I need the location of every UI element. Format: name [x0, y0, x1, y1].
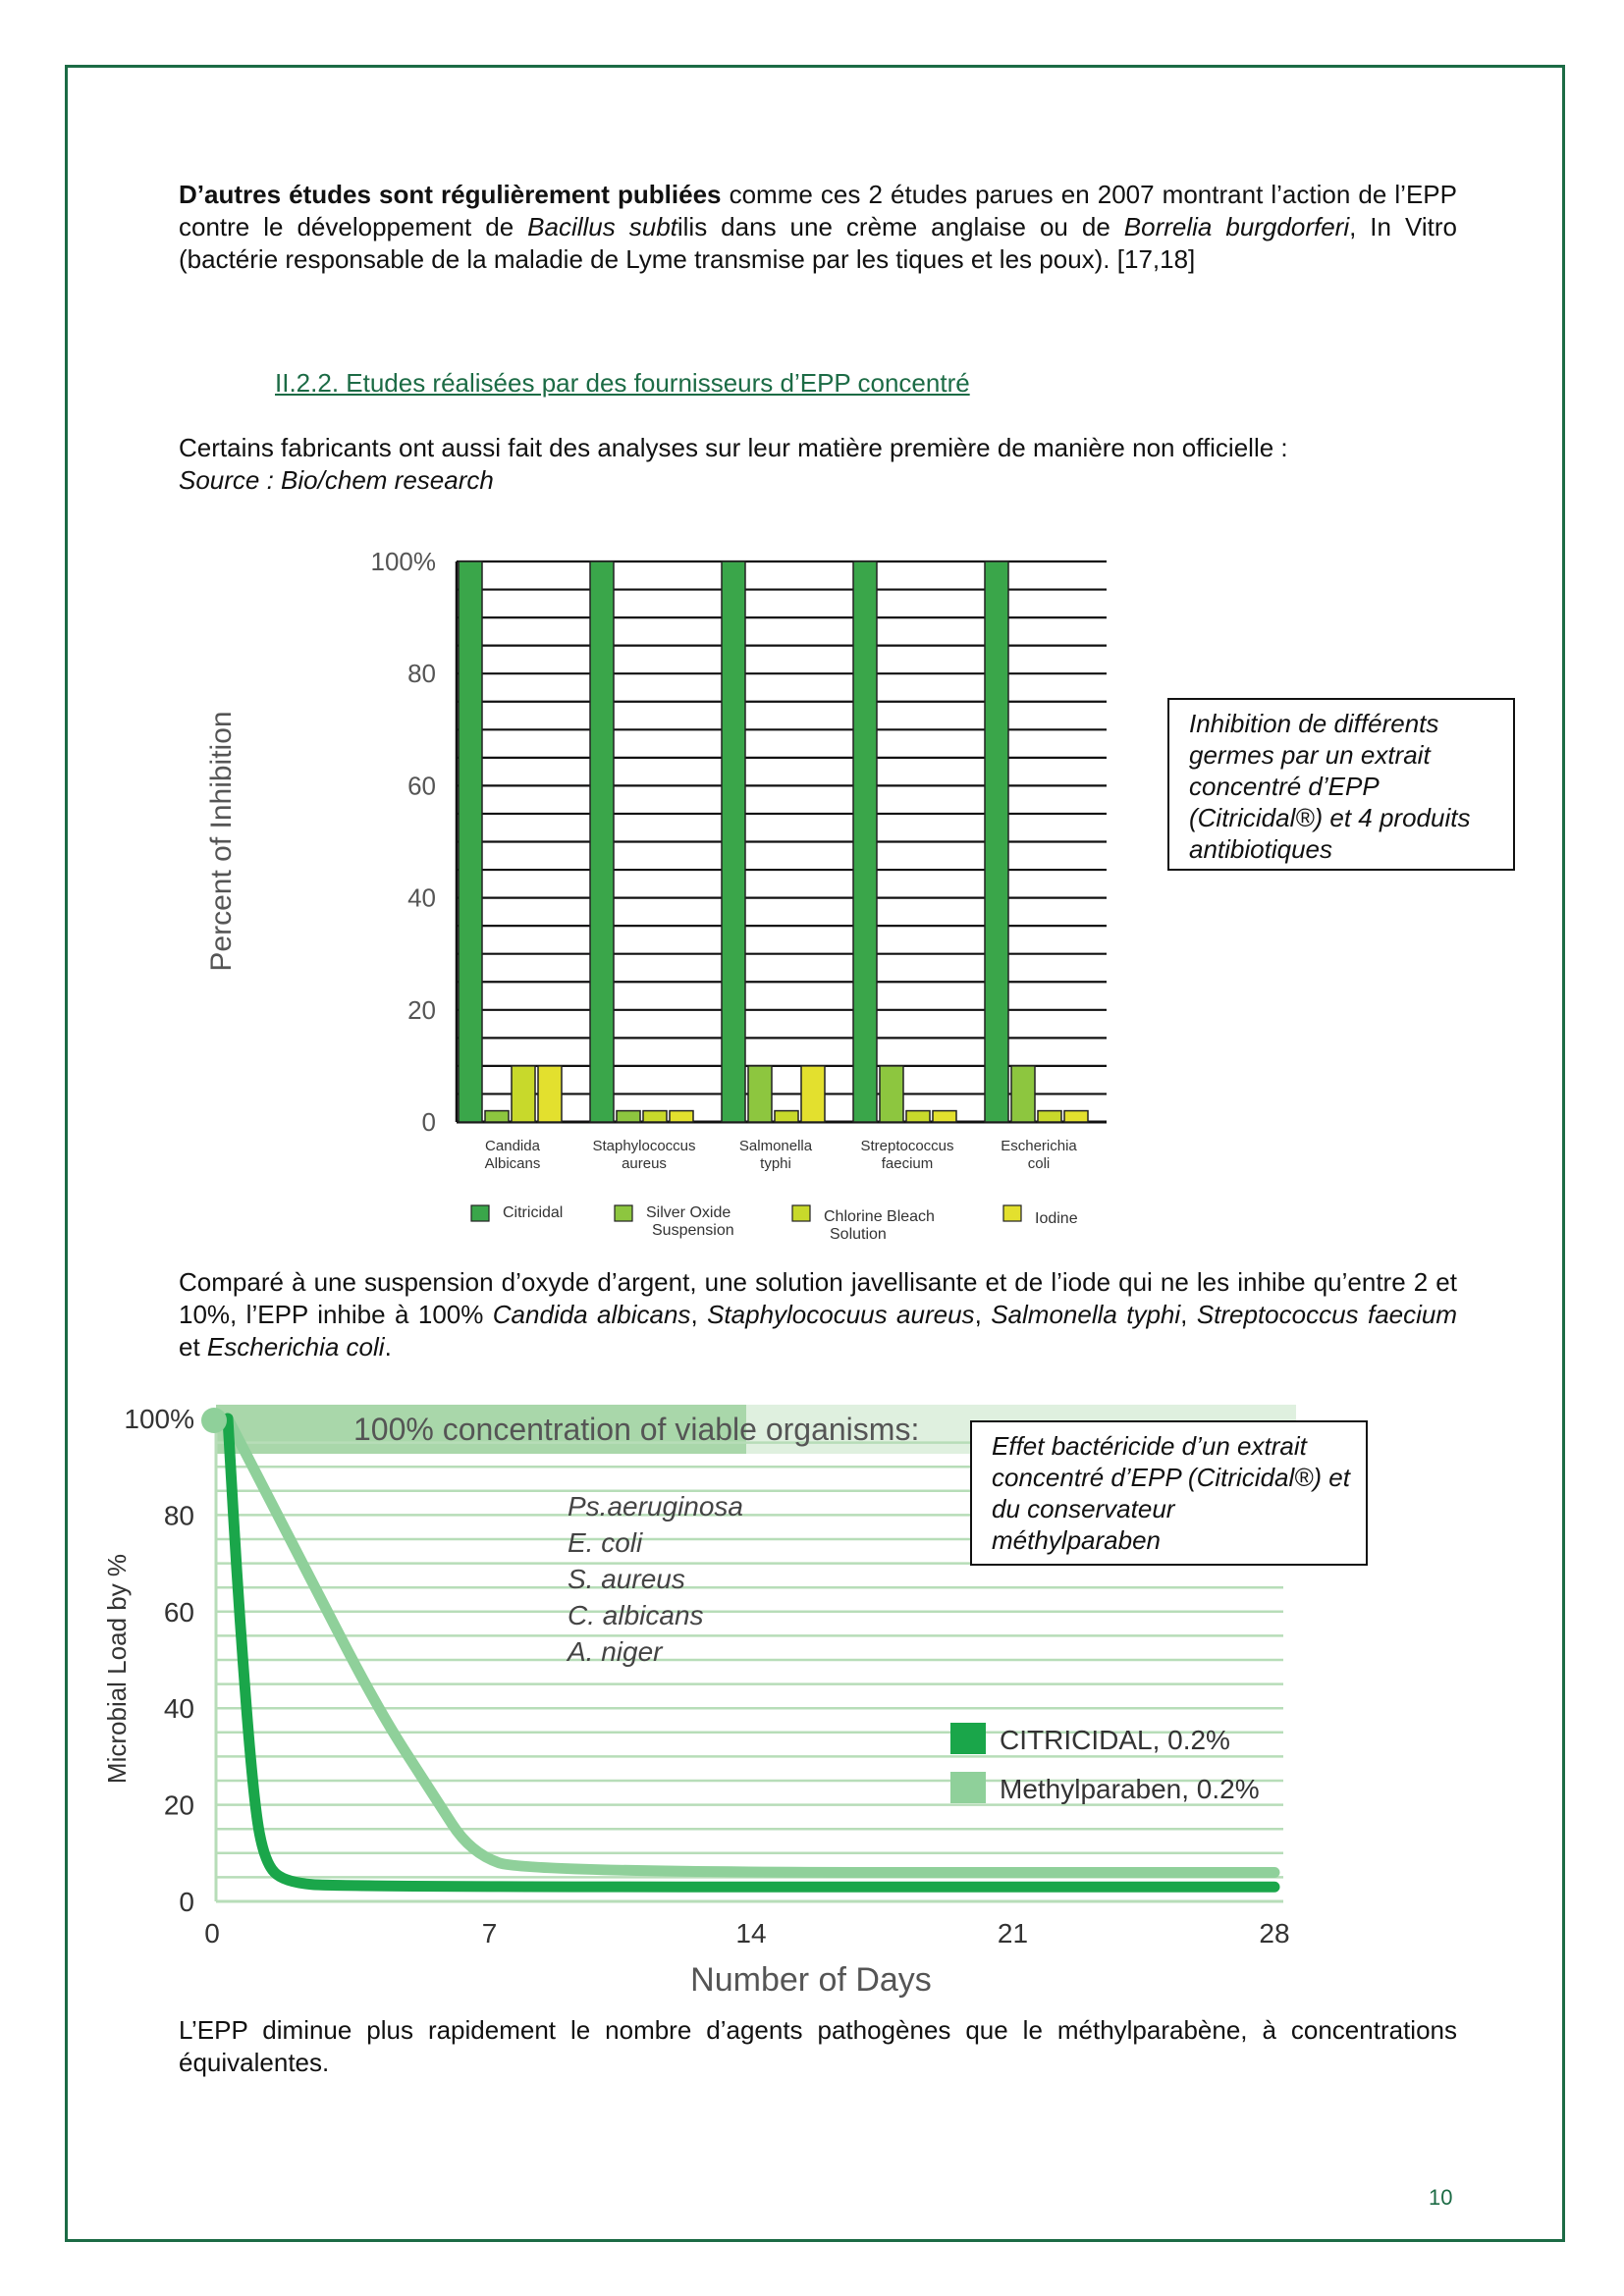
y-tick-label: 100% — [370, 547, 436, 576]
legend-label: Suspension — [652, 1222, 734, 1239]
x-tick-label: 28 — [1259, 1918, 1290, 1949]
category-label: Escherichia — [1001, 1138, 1077, 1154]
organism-label: C. albicans — [568, 1600, 704, 1630]
legend-swatch — [950, 1772, 986, 1803]
callout-bactericidal: Effet bactéricide d’un extrait concentré d’EPP (Citricidal®) et du conservateur méthylparaben — [970, 1420, 1368, 1566]
y-tick-label: 60 — [407, 771, 436, 801]
start-point — [201, 1408, 227, 1433]
y-tick-label: 20 — [407, 994, 436, 1025]
bar — [933, 1111, 956, 1122]
y-tick-label: 20 — [163, 1789, 194, 1821]
category-label: aureus — [622, 1155, 667, 1172]
y-tick-label: 80 — [163, 1500, 194, 1531]
bar — [985, 561, 1008, 1122]
callout-inhibition: Inhibition de différents germes par un extrait concentré d’EPP (Citricidal®) et 4 produits antibiotiques — [1167, 698, 1515, 871]
category-label: typhi — [760, 1155, 791, 1172]
category-label: Albicans — [484, 1155, 541, 1172]
x-tick-label: 14 — [735, 1918, 767, 1949]
bar — [617, 1111, 640, 1122]
y-tick-label: 80 — [407, 659, 436, 689]
x-tick-label: 21 — [997, 1918, 1029, 1949]
legend-label: Methylparaben, 0.2% — [1000, 1774, 1260, 1804]
organism-label: A. niger — [568, 1636, 663, 1667]
category-label: Salmonella — [738, 1138, 813, 1154]
bar — [775, 1111, 798, 1122]
organism-label: E. coli — [568, 1527, 643, 1558]
x-tick-label: 7 — [481, 1918, 498, 1949]
y-tick-label: 100% — [124, 1404, 194, 1434]
x-tick-label: 0 — [204, 1918, 220, 1949]
legend-swatch — [1003, 1205, 1021, 1221]
legend-label: Iodine — [1035, 1210, 1078, 1227]
bar — [722, 561, 745, 1122]
bar — [590, 561, 614, 1122]
page-number: 10 — [1429, 2185, 1453, 2210]
annotation-text: 100% concentration of viable organisms: — [353, 1412, 920, 1447]
legend-swatch — [792, 1205, 810, 1221]
x-axis-label: Number of Days — [690, 1961, 932, 1999]
legend-swatch — [950, 1723, 986, 1754]
source-line: Source : Bio/chem research — [179, 465, 494, 495]
y-tick-label: 60 — [163, 1596, 194, 1628]
paragraph-comparison: Comparé à une suspension d’oxyde d’argent, une solution javellisante et de l’iode qui ne les inhibe qu’entre 2 et 10%, l’EPP inhibe à 100% Candida albicans, Staphylococuus aureus, Salmonella typhi, Streptococcus faecium et Escherichia coli. — [179, 1267, 1458, 1362]
category-label: faecium — [881, 1155, 934, 1172]
y-tick-label: 40 — [163, 1693, 194, 1725]
bar — [670, 1111, 693, 1122]
y-tick-label: 0 — [421, 1107, 436, 1137]
category-label: Streptococcus — [860, 1138, 954, 1154]
bar — [853, 561, 877, 1122]
bar — [538, 1066, 562, 1122]
bold-lead: D’autres études sont régulièrement publiées — [179, 180, 722, 209]
bar — [643, 1111, 667, 1122]
bar — [512, 1066, 535, 1122]
legend-swatch — [615, 1205, 632, 1221]
bar — [906, 1111, 930, 1122]
category-label: coli — [1027, 1155, 1051, 1172]
paragraph-conclusion: L’EPP diminue plus rapidement le nombre d’agents pathogènes que le méthylparabène, à concentrations équivalentes. — [179, 2015, 1457, 2077]
bar — [880, 1066, 903, 1122]
y-tick-label: 0 — [179, 1887, 194, 1917]
category-label: Staphylococcus — [592, 1138, 696, 1154]
section-heading: II.2.2. Etudes réalisées par des fournisseurs d’EPP concentré — [275, 368, 970, 398]
bar — [1064, 1111, 1088, 1122]
legend-label: Silver Oxide — [646, 1204, 731, 1221]
bar — [1011, 1066, 1035, 1122]
bar — [485, 1111, 509, 1122]
bar — [459, 561, 482, 1122]
legend-label: Chlorine Bleach — [824, 1208, 935, 1225]
y-axis-label: Microbial Load by % — [102, 1553, 132, 1785]
paragraph-other-studies: D’autres études sont régulièrement publiées comme ces 2 études parues en 2007 montrant l’action de l’EPP contre le développement de Bacillus subtilis dans une crème anglaise ou de Borrelia burgdorferi, In Vitro (bactérie responsable de la maladie de Lyme transmise par les tiques et les poux). [17,18] — [179, 180, 1457, 274]
paragraph-manufacturers: Certains fabricants ont aussi fait des analyses sur leur matière première de manière non officielle : Source : Bio/chem research — [179, 432, 1457, 497]
bar — [748, 1066, 772, 1122]
legend-label: Solution — [830, 1226, 887, 1243]
inhibition-bar-chart — [187, 530, 1129, 1256]
legend-label: CITRICIDAL, 0.2% — [1000, 1725, 1230, 1755]
bar — [1038, 1111, 1061, 1122]
y-axis-label: Percent of Inhibition — [205, 711, 238, 972]
legend-label: Citricidal — [503, 1204, 564, 1221]
bar — [801, 1066, 825, 1122]
organism-label: Ps.aeruginosa — [568, 1491, 744, 1522]
category-label: Candida — [485, 1138, 540, 1154]
organism-label: S. aureus — [568, 1564, 685, 1594]
y-tick-label: 40 — [407, 882, 436, 913]
legend-swatch — [471, 1205, 489, 1221]
